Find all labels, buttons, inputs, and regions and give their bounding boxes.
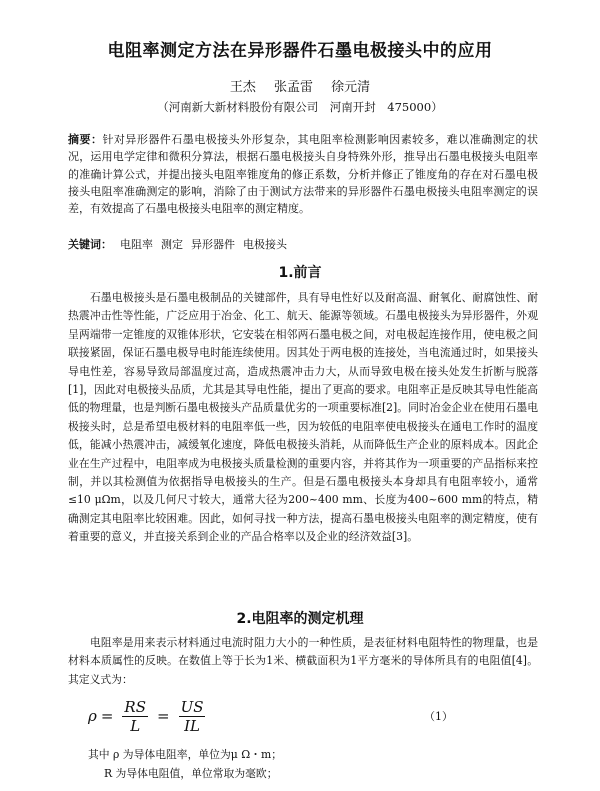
- abstract: [68, 131, 538, 217]
- formula-denominator: IL: [184, 716, 200, 735]
- formula-equals: =: [100, 707, 114, 725]
- definition-r: R 为导体电阻值，单位常取为毫欧；: [104, 767, 278, 780]
- formula-numerator: RS: [124, 697, 146, 716]
- keyword: 测定: [161, 238, 183, 251]
- formula-equals: =: [156, 707, 170, 725]
- abstract-text: 针对异形器件石墨电极接头外形复杂，其电阻率检测影响因素较多，难以准确测定的状况，运用电学定律和微积分算法，根据石墨电极接头自身特殊外形，推导出石墨电极接头电阻率的准确计算公式，并提出接头电阻率锥度角的修正系数，分析并修正了锥度角的存在对石墨电极接头电阻率准确测定的影响，消除了由于测试方法带来的异形器件石墨电极接头电阻率测定的误差，有效提高了石墨电极接头电阻率的测定精度。: [68, 133, 539, 216]
- resistivity-formula: [88, 695, 210, 737]
- formula-numerator: US: [180, 697, 204, 716]
- formula-fraction-us-il: [179, 698, 206, 735]
- paper-authors: 王杰 张孟雷 徐元清: [229, 80, 371, 95]
- keywords-label: 关键词：: [68, 238, 112, 251]
- section-heading-introduction: 1.前言: [278, 265, 322, 281]
- formula-fraction-rs-l: [122, 698, 148, 735]
- equation-number: （1）: [424, 710, 453, 723]
- formula-rho: ρ: [88, 707, 97, 725]
- keyword: 电阻率: [120, 238, 153, 251]
- paper-affiliation: （河南新大新材料股份有限公司 河南开封 475000）: [157, 100, 443, 114]
- abstract-label: 摘要：: [68, 133, 103, 146]
- definition-rho: 其中 ρ 为导体电阻率，单位为μ Ω・m；: [88, 748, 283, 761]
- keyword: 异形器件: [191, 238, 235, 251]
- section-heading-mechanism: 2.电阻率的测定机理: [236, 611, 364, 627]
- keywords: [68, 236, 538, 253]
- formula-denominator: L: [130, 716, 141, 735]
- section-body-introduction: 石墨电极接头是石墨电极制品的关键部件，具有导电性好以及耐高温、耐氧化、耐腐蚀性、耐热震冲击性等性能，广泛应用于冶金、化工、航天、能源等领域。石墨电极接头为异形器件，外观呈两端带一定锥度的双锥体形状，它安装在相邻两石墨电极之间，对电极起连接作用，使电极之间联接紧固，保证石墨电极导电时能连续使用。因其处于两电极的连接处，当电流通过时，如果接头导电性差，容易导致局部温度过高，造成热震冲击力大，从而导致电极在接头处发生折断与脱落[1]，因此对电极接头品质，尤其是其导电性能，提出了更高的要求。电阻率正是反映其导电性能高低的物理量，也是判断石墨电极接头产品质量优劣的一项重要标准[2]。同时冶金企业在使用石墨电极接头时，总是希望电极材料的电阻率低一些，因为较低的电阻率使电极接头在通电工作时的温度低，能减小热震冲击，减缓氧化速度，降低电极接头消耗，从而降低生产企业的原料成本。因此企业在生产过程中，电阻率成为电极接头质量检测的重要内容，并将其作为一项重要的产品指标来控制，并以其检测值为依据指导电极接头的生产。但是石墨电极接头本身却具有电阻率较小，通常≤10 μΩm，以及几何尺寸较大，通常大径为200~400 mm、长度为400~600 mm的特点，精确测定其电阻率比较困难。因此，如何寻找一种方法，提高石墨电极接头电阻率的测定精度，使有着重要的意义，并直接关系到企业的产品合格率以及企业的经济效益[3]。: [68, 291, 538, 544]
- keyword: 电极接头: [243, 238, 287, 251]
- section-body-mechanism: 电阻率是用来表示材料通过电流时阻力大小的一种性质，是表征材料电阻特性的物理量，也是材料本质属性的反映。在数值上等于长为1米、横截面积为1平方毫米的导体所具有的电阻值[4]。其定义式为：: [68, 636, 538, 686]
- paper-title: 电阻率测定方法在异形器件石墨电极接头中的应用: [107, 41, 493, 61]
